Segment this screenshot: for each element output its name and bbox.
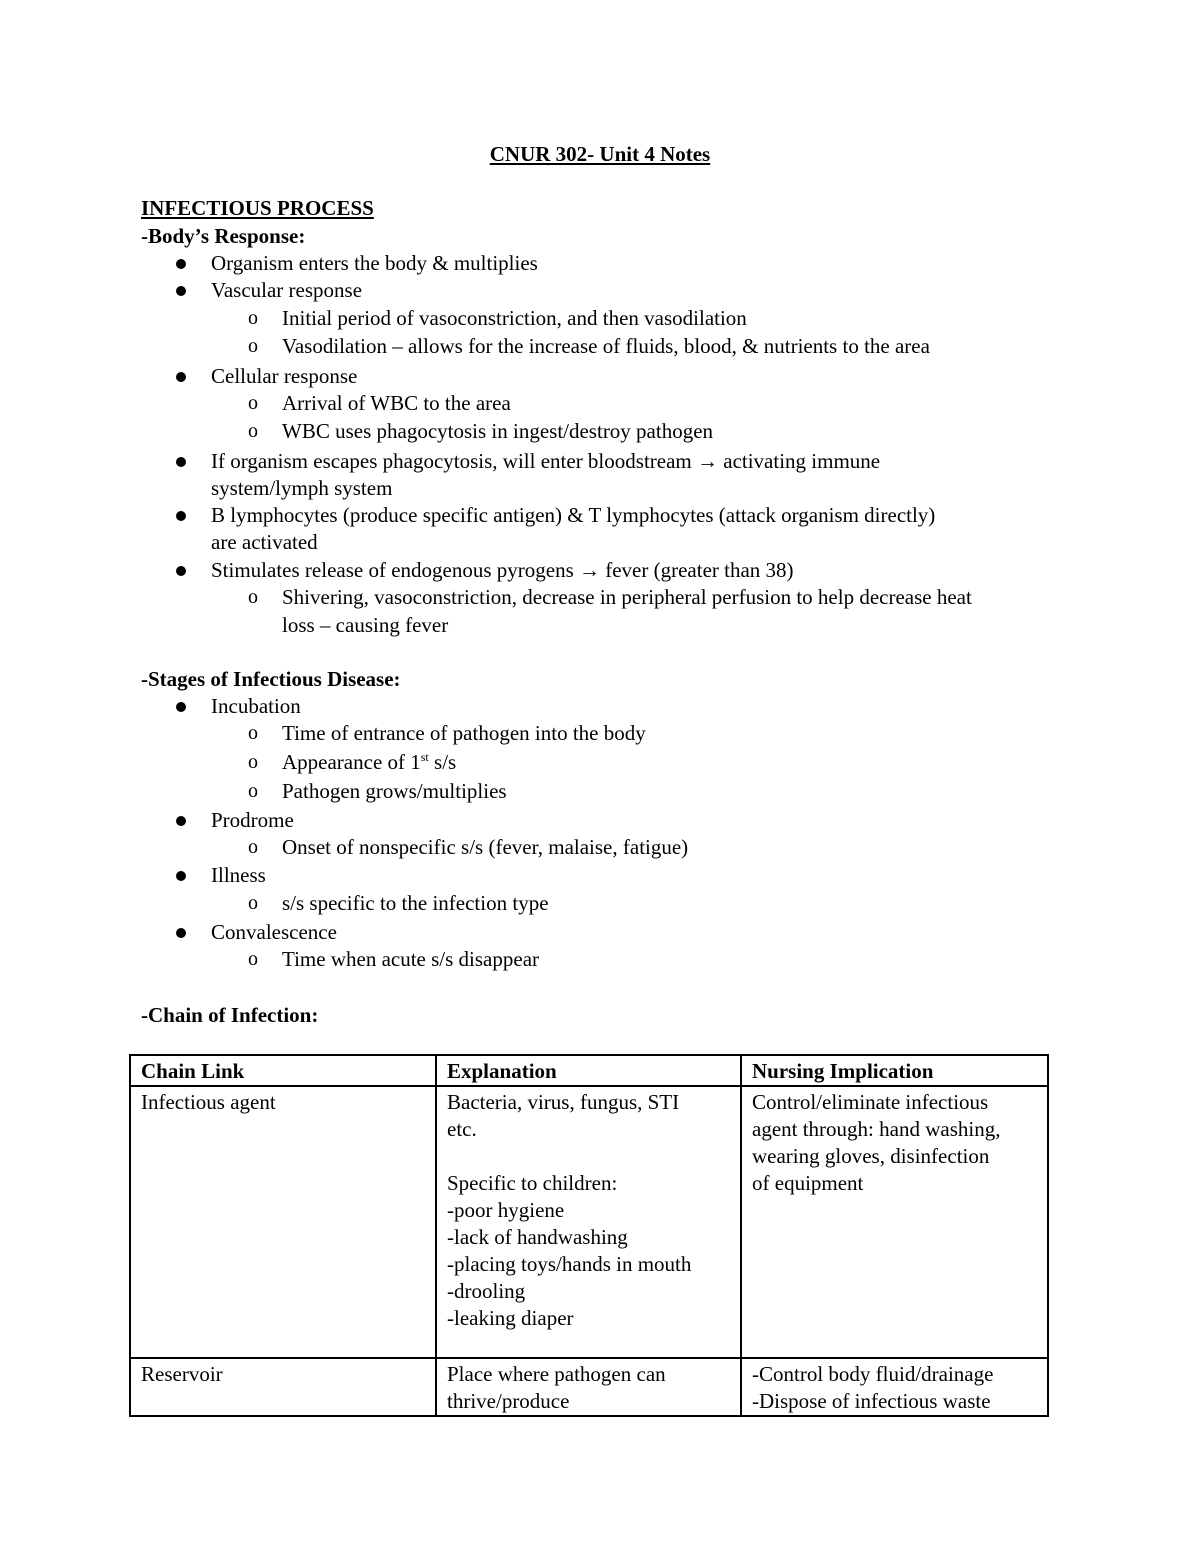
- table-row: [130, 1358, 1048, 1416]
- bullet-icon: [176, 702, 186, 712]
- table-cell: Place where pathogen can thrive/produce: [436, 1358, 741, 1416]
- sub-list-item: Onset of nonspecific s/s (fever, malaise, fatigue): [282, 835, 689, 859]
- sub-list-item: WBC uses phagocytosis in ingest/destroy pathogen: [282, 419, 714, 443]
- sub-list-item: s/s specific to the infection type: [282, 891, 549, 915]
- column-header: Explanation: [436, 1055, 741, 1086]
- sub-list-item: Arrival of WBC to the area: [282, 391, 511, 415]
- bullet-icon: [176, 286, 186, 296]
- body-response-heading: -Body’s Response:: [141, 224, 306, 248]
- sub-list-item: Appearance of 1st s/s: [282, 750, 457, 774]
- bullet-icon: [176, 566, 186, 576]
- circle-bullet-icon: o: [248, 586, 258, 608]
- list-item: If organism escapes phagocytosis, will enter bloodstream → activating immune: [211, 449, 881, 473]
- bullet-icon: [176, 259, 186, 269]
- list-item: Illness: [211, 863, 266, 887]
- table-cell: -Control body fluid/drainage -Dispose of infectious waste: [741, 1358, 1048, 1416]
- circle-bullet-icon: o: [248, 751, 258, 773]
- circle-bullet-icon: o: [248, 892, 258, 914]
- list-item-continuation: are activated: [211, 530, 318, 554]
- sub-list-item: Pathogen grows/multiplies: [282, 779, 507, 803]
- sub-list-item: Shivering, vasoconstriction, decrease in peripheral perfusion to help decrease heat: [282, 585, 972, 609]
- circle-bullet-icon: o: [248, 420, 258, 442]
- list-item: Prodrome: [211, 808, 294, 832]
- list-item: B lymphocytes (produce specific antigen) & T lymphocytes (attack organism directly): [211, 503, 936, 527]
- circle-bullet-icon: o: [248, 722, 258, 744]
- column-header: Chain Link: [130, 1055, 436, 1086]
- list-item-continuation: system/lymph system: [211, 476, 393, 500]
- list-item: Cellular response: [211, 364, 358, 388]
- list-item: Stimulates release of endogenous pyrogens → fever (greater than 38): [211, 558, 794, 582]
- circle-bullet-icon: o: [248, 836, 258, 858]
- table-cell: Control/eliminate infectious agent through: hand washing, wearing gloves, disinfection of equipment: [741, 1086, 1048, 1358]
- circle-bullet-icon: o: [248, 307, 258, 329]
- sub-list-item: Initial period of vasoconstriction, and then vasodilation: [282, 306, 747, 330]
- bullet-icon: [176, 372, 186, 382]
- document-title: CNUR 302- Unit 4 Notes: [489, 142, 711, 166]
- sub-list-item: Time when acute s/s disappear: [282, 947, 540, 971]
- sub-list-item: Time of entrance of pathogen into the body: [282, 721, 646, 745]
- bullet-icon: [176, 511, 186, 521]
- list-item: Incubation: [211, 694, 301, 718]
- circle-bullet-icon: o: [248, 392, 258, 414]
- table-header-row: [130, 1055, 1048, 1086]
- list-item: Vascular response: [211, 278, 363, 302]
- chain-heading: -Chain of Infection:: [141, 1003, 319, 1027]
- bullet-icon: [176, 928, 186, 938]
- section-heading: INFECTIOUS PROCESS: [141, 196, 374, 220]
- stages-heading: -Stages of Infectious Disease:: [141, 667, 401, 691]
- list-item: Organism enters the body & multiplies: [211, 251, 538, 275]
- circle-bullet-icon: o: [248, 780, 258, 802]
- table-cell: Reservoir: [130, 1358, 436, 1416]
- table-cell: Bacteria, virus, fungus, STI etc. Specific to children: -poor hygiene -lack of handwashing -placing toys/hands in mouth -drooling -leaking diaper: [436, 1086, 741, 1358]
- bullet-icon: [176, 816, 186, 826]
- sub-list-item-continuation: loss – causing fever: [282, 613, 449, 637]
- bullet-icon: [176, 457, 186, 467]
- sub-list-item: Vasodilation – allows for the increase of fluids, blood, & nutrients to the area: [282, 334, 930, 358]
- bullet-icon: [176, 871, 186, 881]
- circle-bullet-icon: o: [248, 948, 258, 970]
- chain-of-infection-table: [129, 1054, 1049, 1417]
- table-cell: Infectious agent: [130, 1086, 436, 1358]
- circle-bullet-icon: o: [248, 335, 258, 357]
- column-header: Nursing Implication: [741, 1055, 1048, 1086]
- table-row: [130, 1086, 1048, 1358]
- list-item: Convalescence: [211, 920, 337, 944]
